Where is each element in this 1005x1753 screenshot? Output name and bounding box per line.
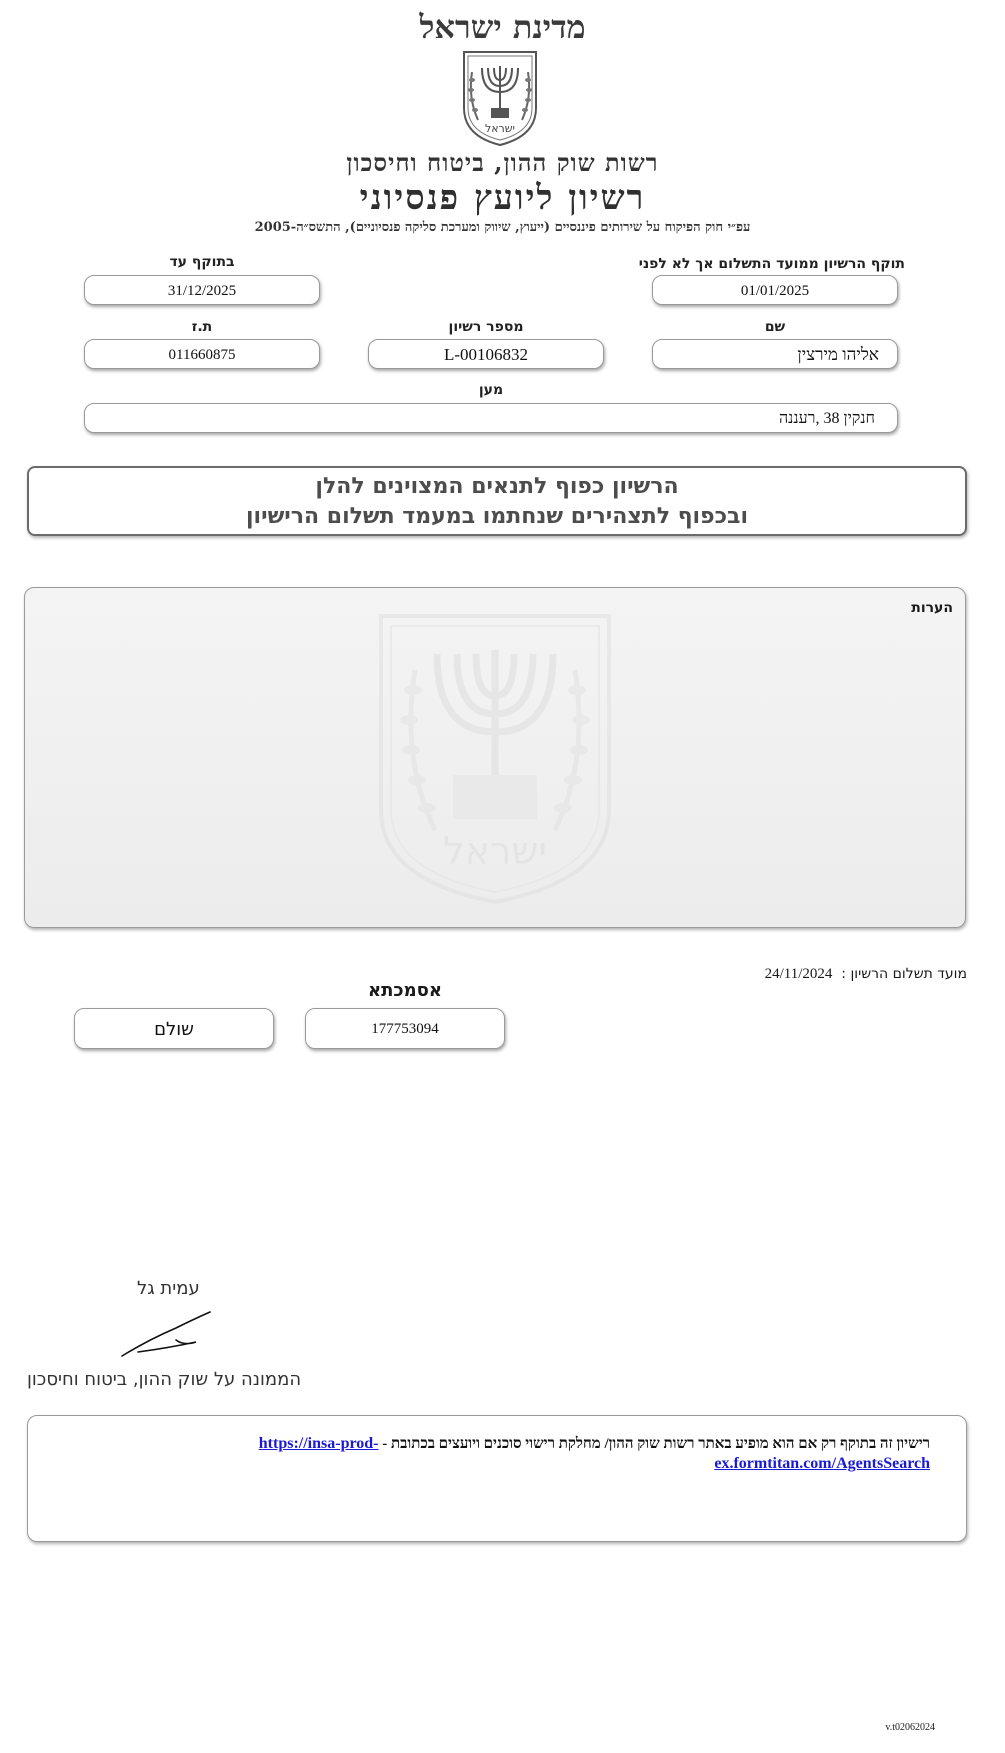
license-number-label: מספר רשיון: [448, 319, 524, 335]
reference-label: אסמכתא: [368, 980, 442, 1001]
watermark-text: ישראל: [443, 829, 547, 873]
emblem-text: ישראל: [484, 122, 516, 135]
notes-box: [24, 587, 966, 928]
conditions-box: [27, 466, 967, 536]
signatory-title: הממונה על שוק ההון, ביטוח וחיסכון: [27, 1369, 302, 1390]
valid-until-field: 31/12/2025: [84, 275, 320, 305]
agents-search-link[interactable]: https://insa-prod-ex.formtitan.com/AgentsSearch: [258, 1435, 930, 1472]
conditions-line-2: ובכפוף לתצהירים שנחתמו במעמד תשלום הרישיון: [245, 504, 749, 529]
name-field: אליהו מירצין: [652, 339, 898, 369]
signature-icon: [118, 1310, 218, 1360]
conditions-line-1: הרשיון כפוף לתנאים המצוינים להלן: [315, 474, 679, 499]
license-title: רשיון ליועץ פנסיוני: [359, 178, 646, 218]
valid-from-label: תוקף הרשיון ממועד התשלום אך לא לפני: [638, 256, 905, 272]
law-reference: עפ״י חוק הפיקוח על שירותים פיננסיים (ייעוץ, שיווק ומערכת סליקה פנסיוניים), התשס״ה-2005: [254, 220, 751, 235]
version-label: v.t02062024: [885, 1722, 935, 1733]
authority-name: רשות שוק ההון, ביטוח וחיסכון: [346, 148, 659, 177]
footer-note: [110, 1434, 930, 1474]
address-label: מען: [478, 382, 504, 398]
reference-field: 177753094: [305, 1008, 505, 1049]
id-field: 011660875: [84, 339, 320, 369]
emblem-watermark-icon: [375, 610, 615, 910]
payment-date: [765, 966, 967, 983]
footer-text: רישיון זה בתוקף רק אם הוא מופיע באתר רשות שוק ההון/ מחלקת רישוי סוכנים ויועצים בכתובת -: [378, 1436, 930, 1452]
valid-from-field: 01/01/2025: [652, 275, 898, 305]
signatory-name: עמית גל: [137, 1278, 200, 1299]
payment-date-value: 24/11/2024: [764, 966, 833, 982]
id-label: ת.ז: [191, 319, 213, 335]
valid-until-label: בתוקף עד: [169, 254, 235, 270]
state-title: מדינת ישראל: [419, 8, 586, 46]
name-label: שם: [764, 319, 786, 335]
state-emblem-icon: [458, 48, 542, 148]
license-number-field: L-00106832: [368, 339, 604, 369]
footer-box: [27, 1415, 967, 1542]
payment-date-label: מועד תשלום הרשיון :: [841, 966, 967, 982]
notes-label: הערות: [911, 600, 953, 616]
address-field: חנקין 38 ,רעננה: [84, 403, 898, 433]
payment-status-field: שולם: [74, 1008, 274, 1049]
